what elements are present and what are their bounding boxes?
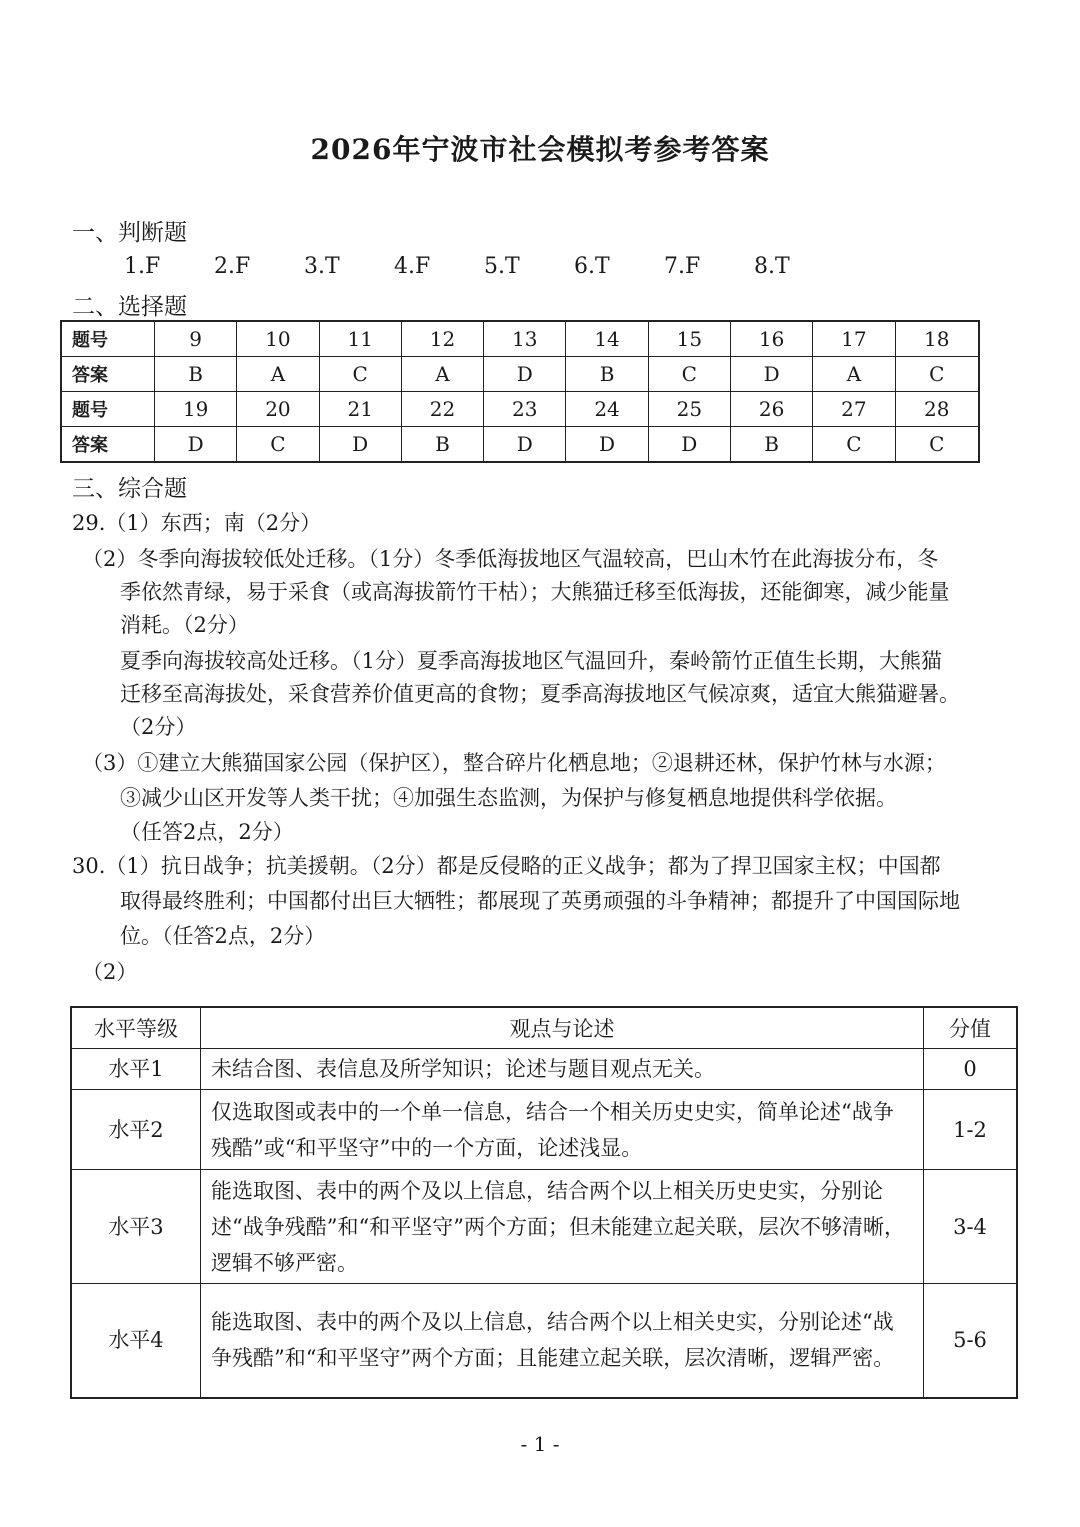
q29-part2-line: 夏季向海拔较高处迁移。（1分）夏季高海拔地区气温回升，秦岭箭竹正值生长期，大熊猫 [120, 649, 942, 673]
section1-heading: 一、判断题 [72, 220, 187, 246]
page-title: 2026年宁波市社会模拟考参考答案 [310, 133, 770, 166]
table-cell: 16 [730, 321, 812, 357]
table-cell: A [813, 357, 895, 392]
table-cell: B [401, 427, 483, 463]
table-cell: 13 [484, 321, 566, 357]
q29-part2-line: 消耗。（2分） [120, 613, 249, 637]
table-cell: 22 [401, 392, 483, 427]
table-row [71, 1284, 1017, 1398]
table-cell: C [895, 357, 979, 392]
section2-heading: 二、选择题 [72, 294, 187, 320]
table-cell: D [566, 427, 648, 463]
table-cell: 14 [566, 321, 648, 357]
q30-part1-line: 位。（任答2点，2分） [120, 924, 326, 948]
tf-answer: 5.T [484, 254, 520, 279]
table-cell: 15 [648, 321, 730, 357]
table-cell: 27 [813, 392, 895, 427]
table-row [61, 321, 979, 357]
score-cell: 5-6 [924, 1284, 1018, 1398]
table-cell: 17 [813, 321, 895, 357]
column-header: 水平等级 [71, 1007, 201, 1049]
true-false-answers [124, 254, 844, 279]
tf-answer: 2.F [214, 254, 251, 279]
q29-part2-line: 迁移至高海拔处，采食营养价值更高的食物；夏季高海拔地区气候凉爽，适宜大熊猫避暑。 [120, 682, 960, 706]
page-number: - 1 - [520, 1432, 560, 1456]
table-row [71, 1170, 1017, 1284]
multiple-choice-table [60, 320, 980, 463]
tf-answer: 7.F [664, 254, 701, 279]
tf-answer: 3.T [304, 254, 340, 279]
table-cell: C [895, 427, 979, 463]
tf-answer: 6.T [574, 254, 610, 279]
table-cell: 19 [155, 392, 237, 427]
q29-part3-line: （任答2点，2分） [120, 820, 294, 844]
level-cell: 水平1 [71, 1049, 201, 1090]
q29-part2-line: （2）冬季向海拔较低处迁移。（1分）冬季低海拔地区气温较高，巴山木竹在此海拔分布，冬 [82, 547, 939, 571]
row-label: 答案 [61, 427, 155, 463]
table-cell: 10 [237, 321, 319, 357]
table-cell: 26 [730, 392, 812, 427]
score-cell: 3-4 [924, 1170, 1018, 1284]
level-cell: 水平3 [71, 1170, 201, 1284]
table-cell: 24 [566, 392, 648, 427]
table-cell: D [155, 427, 237, 463]
tf-answer: 8.T [754, 254, 790, 279]
q30-part2-label: （2） [82, 960, 138, 984]
table-cell: 18 [895, 321, 979, 357]
table-cell: A [401, 357, 483, 392]
score-cell: 1-2 [924, 1090, 1018, 1170]
score-cell: 0 [924, 1049, 1018, 1090]
table-cell: D [484, 357, 566, 392]
table-cell: C [648, 357, 730, 392]
table-cell: 20 [237, 392, 319, 427]
rubric-table [70, 1006, 1018, 1399]
table-cell: B [730, 427, 812, 463]
tf-answer: 4.F [394, 254, 431, 279]
table-cell: C [237, 427, 319, 463]
section3-heading: 三、综合题 [72, 476, 187, 502]
q29-part1: 29.（1）东西；南（2分） [72, 511, 322, 535]
table-cell: D [730, 357, 812, 392]
table-header-row [71, 1007, 1017, 1049]
q29-part3-line: ③减少山区开发等人类干扰；④加强生态监测，为保护与修复栖息地提供科学依据。 [120, 786, 897, 810]
level-cell: 水平2 [71, 1090, 201, 1170]
q29-part2-line: 季依然青绿，易于采食（或高海拔箭竹干枯）；大熊猫迁移至低海拔，还能御寒，减少能量 [120, 580, 950, 604]
description-cell: 未结合图、表信息及所学知识；论述与题目观点无关。 [201, 1049, 924, 1090]
table-row [71, 1090, 1017, 1170]
column-header: 分值 [924, 1007, 1018, 1049]
description-cell: 能选取图、表中的两个及以上信息，结合两个以上相关史实，分别论述“战争残酷”和“和平坚守”两个方面；且能建立起关联，层次清晰，逻辑严密。 [201, 1284, 924, 1398]
q29-part2-line: （2分） [120, 715, 197, 739]
table-cell: 23 [484, 392, 566, 427]
row-label: 答案 [61, 357, 155, 392]
table-cell: 28 [895, 392, 979, 427]
row-label: 题号 [61, 321, 155, 357]
table-cell: D [484, 427, 566, 463]
description-cell: 仅选取图或表中的一个单一信息，结合一个相关历史史实，简单论述“战争残酷”或“和平坚守”中的一个方面，论述浅显。 [201, 1090, 924, 1170]
tf-answer: 1.F [124, 254, 161, 279]
table-cell: B [566, 357, 648, 392]
table-row [61, 427, 979, 463]
table-row [61, 357, 979, 392]
table-cell: D [648, 427, 730, 463]
table-cell: D [319, 427, 401, 463]
q30-part1-line: 取得最终胜利；中国都付出巨大牺牲；都展现了英勇顽强的斗争精神；都提升了中国国际地 [120, 889, 960, 913]
column-header: 观点与论述 [201, 1007, 924, 1049]
table-cell: A [237, 357, 319, 392]
table-cell: 25 [648, 392, 730, 427]
table-cell: C [813, 427, 895, 463]
table-cell: B [155, 357, 237, 392]
table-row [71, 1049, 1017, 1090]
table-row [61, 392, 979, 427]
table-cell: 9 [155, 321, 237, 357]
table-cell: C [319, 357, 401, 392]
table-cell: 12 [401, 321, 483, 357]
description-cell: 能选取图、表中的两个及以上信息，结合两个以上相关历史史实，分别论述“战争残酷”和“和平坚守”两个方面；但未能建立起关联，层次不够清晰，逻辑不够严密。 [201, 1170, 924, 1284]
q29-part3-line: （3）①建立大熊猫国家公园（保护区），整合碎片化栖息地；②退耕还林，保护竹林与水源； [82, 751, 946, 775]
table-cell: 21 [319, 392, 401, 427]
q30-part1-line: 30.（1）抗日战争；抗美援朝。（2分）都是反侵略的正义战争；都为了捍卫国家主权；中国都 [72, 854, 941, 878]
level-cell: 水平4 [71, 1284, 201, 1398]
row-label: 题号 [61, 392, 155, 427]
table-cell: 11 [319, 321, 401, 357]
